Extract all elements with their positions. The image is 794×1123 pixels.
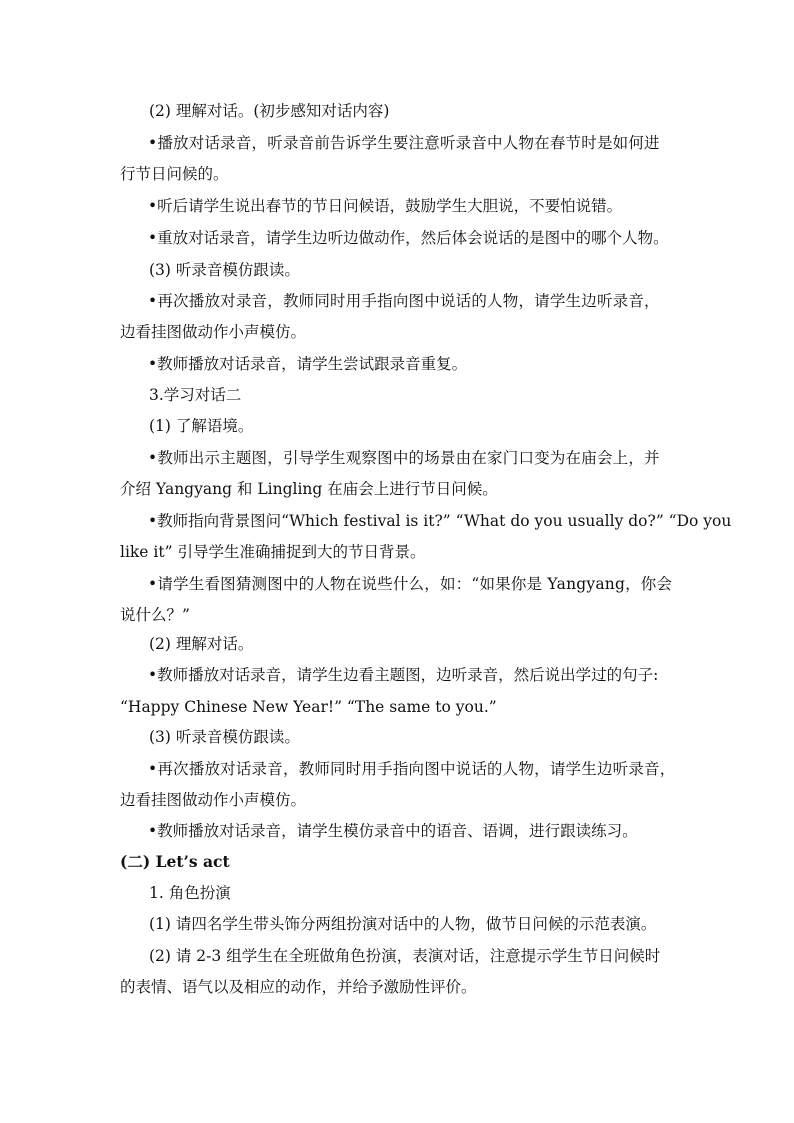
paragraph-line: (2) 理解对话。 [149,635,254,653]
paragraph-line: 边看挂图做动作小声模仿。 [120,323,307,341]
paragraph-line: •教师播放对话录音，请学生尝试跟录音重复。 [148,355,468,373]
paragraph-line: 的表情、语气以及相应的动作，并给予激励性评价。 [120,978,477,996]
paragraph-line: “Happy Chinese New Year!” “The same to you.” [120,698,497,716]
subsection-heading: 1. 角色扮演 [149,884,231,902]
paragraph-line: 介绍 Yangyang 和 Lingling 在庙会上进行节日问候。 [120,480,498,498]
section-heading: (二) Let’s act [120,852,230,871]
paragraph-line: 说什么？” [120,606,190,624]
paragraph-line: •请学生看图猜测图中的人物在说些什么，如：“如果你是 Yangyang，你会 [148,575,673,593]
paragraph-line: •教师播放对话录音，请学生边看主题图，边听录音，然后说出学过的句子: [148,666,659,684]
paragraph-line: •教师出示主题图，引导学生观察图中的场景由在家门口变为在庙会上，并 [148,449,660,467]
paragraph-line: (1) 了解语境。 [149,417,254,435]
paragraph-line: •播放对话录音，听录音前告诉学生要注意听录音中人物在春节时是如何进 [148,134,660,152]
paragraph-line: like it” 引导学生准确捕捉到大的节日背景。 [120,543,426,561]
paragraph-line: •再次播放对录音，教师同时用手指向图中说话的人物，请学生边听录音， [148,292,660,310]
paragraph-line: (3) 听录音模仿跟读。 [149,261,300,279]
paragraph-line: (3) 听录音模仿跟读。 [149,728,300,746]
paragraph-line: •教师指向背景图问“Which festival is it?” “What do you usually do?” “Do you [148,512,732,530]
paragraph-line: (1) 请四名学生带头饰分两组扮演对话中的人物，做节日问候的示范表演。 [149,915,657,933]
paragraph-line: (2) 请 2-3 组学生在全班做角色扮演，表演对话，注意提示学生节日问候时 [149,947,661,965]
paragraph-line: •再次播放对话录音，教师同时用手指向图中说话的人物，请学生边听录音， [148,760,676,778]
paragraph-line: (2) 理解对话。(初步感知对话内容) [149,102,390,120]
paragraph-line: •教师播放对话录音，请学生模仿录音中的语音、语调，进行跟读练习。 [148,822,638,840]
paragraph-line: 边看挂图做动作小声模仿。 [120,791,307,809]
paragraph-line: 行节日问候的。 [120,165,229,183]
section-heading: 3.学习对话二 [149,386,242,404]
paragraph-line: •重放对话录音，请学生边听边做动作，然后体会说话的是图中的哪个人物。 [148,229,669,247]
paragraph-line: •听后请学生说出春节的节日问候语，鼓励学生大胆说，不要怕说错。 [148,197,623,215]
